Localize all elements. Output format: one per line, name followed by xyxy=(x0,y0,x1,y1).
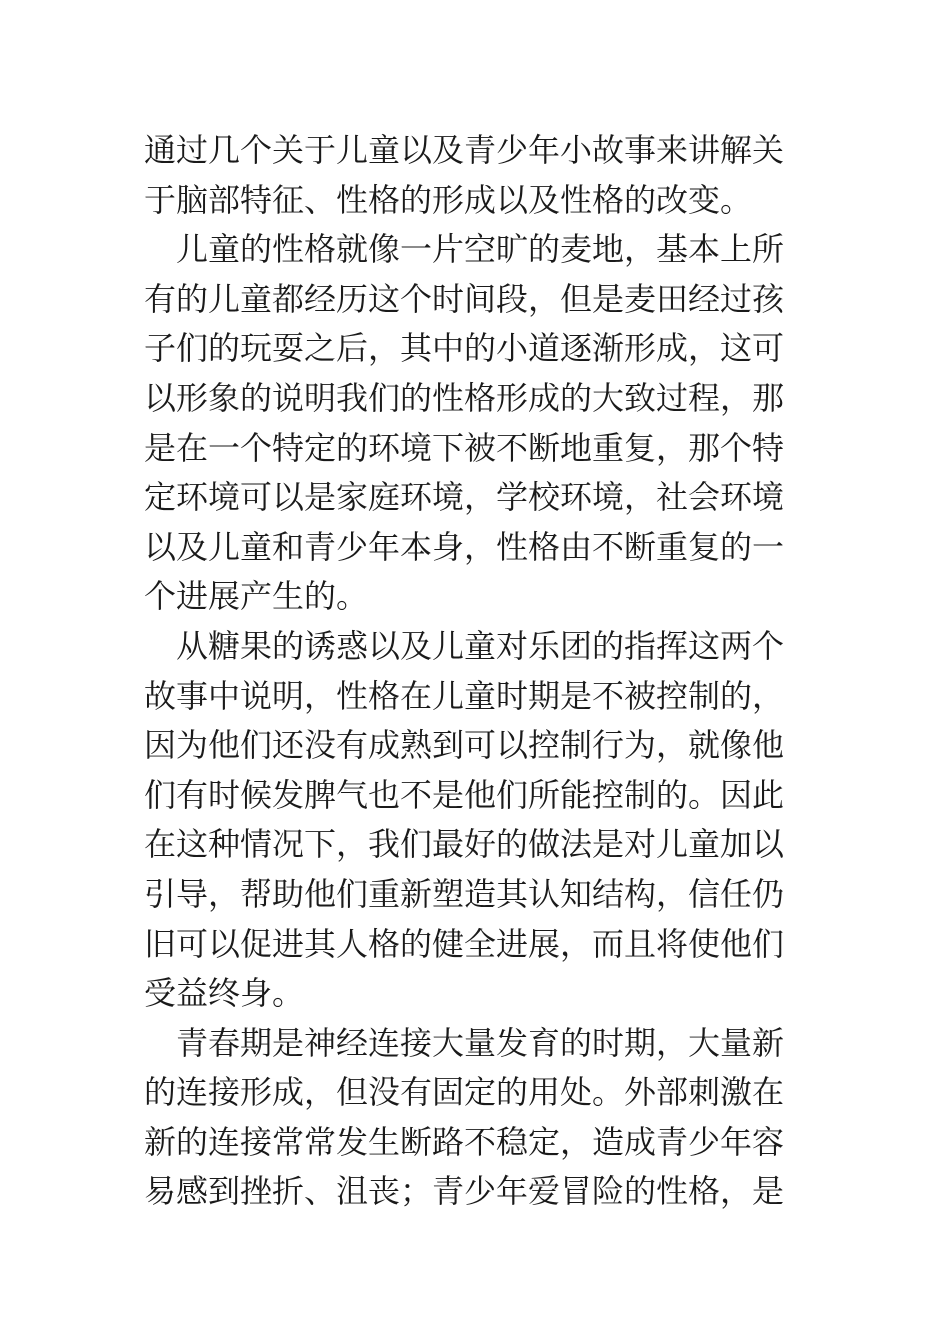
text-line: 受益终身。 xyxy=(144,974,305,1013)
text-line: 个进展产生的。 xyxy=(144,577,369,616)
text-line: 易感到挫折、沮丧；青少年爱冒险的性格，是 xyxy=(144,1172,785,1211)
text-line: 有的儿童都经历这个时间段，但是麦田经过孩 xyxy=(144,279,785,318)
text-line: 是在一个特定的环境下被不断地重复，那个特 xyxy=(144,428,785,467)
body-text xyxy=(144,126,794,1217)
paragraph-2 xyxy=(144,225,794,622)
text-line: 于脑部特征、性格的形成以及性格的改变。 xyxy=(144,180,753,219)
text-line: 儿童的性格就像一片空旷的麦地，基本上所 xyxy=(176,230,785,269)
text-line: 的连接形成，但没有固定的用处。外部刺激在 xyxy=(144,1073,785,1112)
paragraph-3 xyxy=(144,622,794,1019)
text-line: 引导，帮助他们重新塑造其认知结构，信任仍 xyxy=(144,874,785,913)
text-line: 以形象的说明我们的性格形成的大致过程，那 xyxy=(144,378,785,417)
text-line: 旧可以促进其人格的健全进展，而且将使他们 xyxy=(144,924,785,963)
text-line: 青春期是神经连接大量发育的时期，大量新 xyxy=(176,1023,785,1062)
text-line: 们有时候发脾气也不是他们所能控制的。因此 xyxy=(144,775,785,814)
text-line: 子们的玩耍之后，其中的小道逐渐形成，这可 xyxy=(144,329,785,368)
text-line: 从糖果的诱惑以及儿童对乐团的指挥这两个 xyxy=(176,626,785,665)
text-line: 以及儿童和青少年本身，性格由不断重复的一 xyxy=(144,527,785,566)
text-line: 定环境可以是家庭环境，学校环境，社会环境 xyxy=(144,478,785,517)
text-line: 新的连接常常发生断路不稳定，造成青少年容 xyxy=(144,1122,785,1161)
text-line: 通过几个关于儿童以及青少年小故事来讲解关 xyxy=(144,131,785,169)
paragraph-1 xyxy=(144,126,794,225)
text-line: 因为他们还没有成熟到可以控制行为，就像他 xyxy=(144,726,785,765)
paragraph-4 xyxy=(144,1019,794,1217)
text-line: 在这种情况下，我们最好的做法是对儿童加以 xyxy=(144,825,785,864)
text-line: 故事中说明，性格在儿童时期是不被控制的， xyxy=(144,676,785,715)
